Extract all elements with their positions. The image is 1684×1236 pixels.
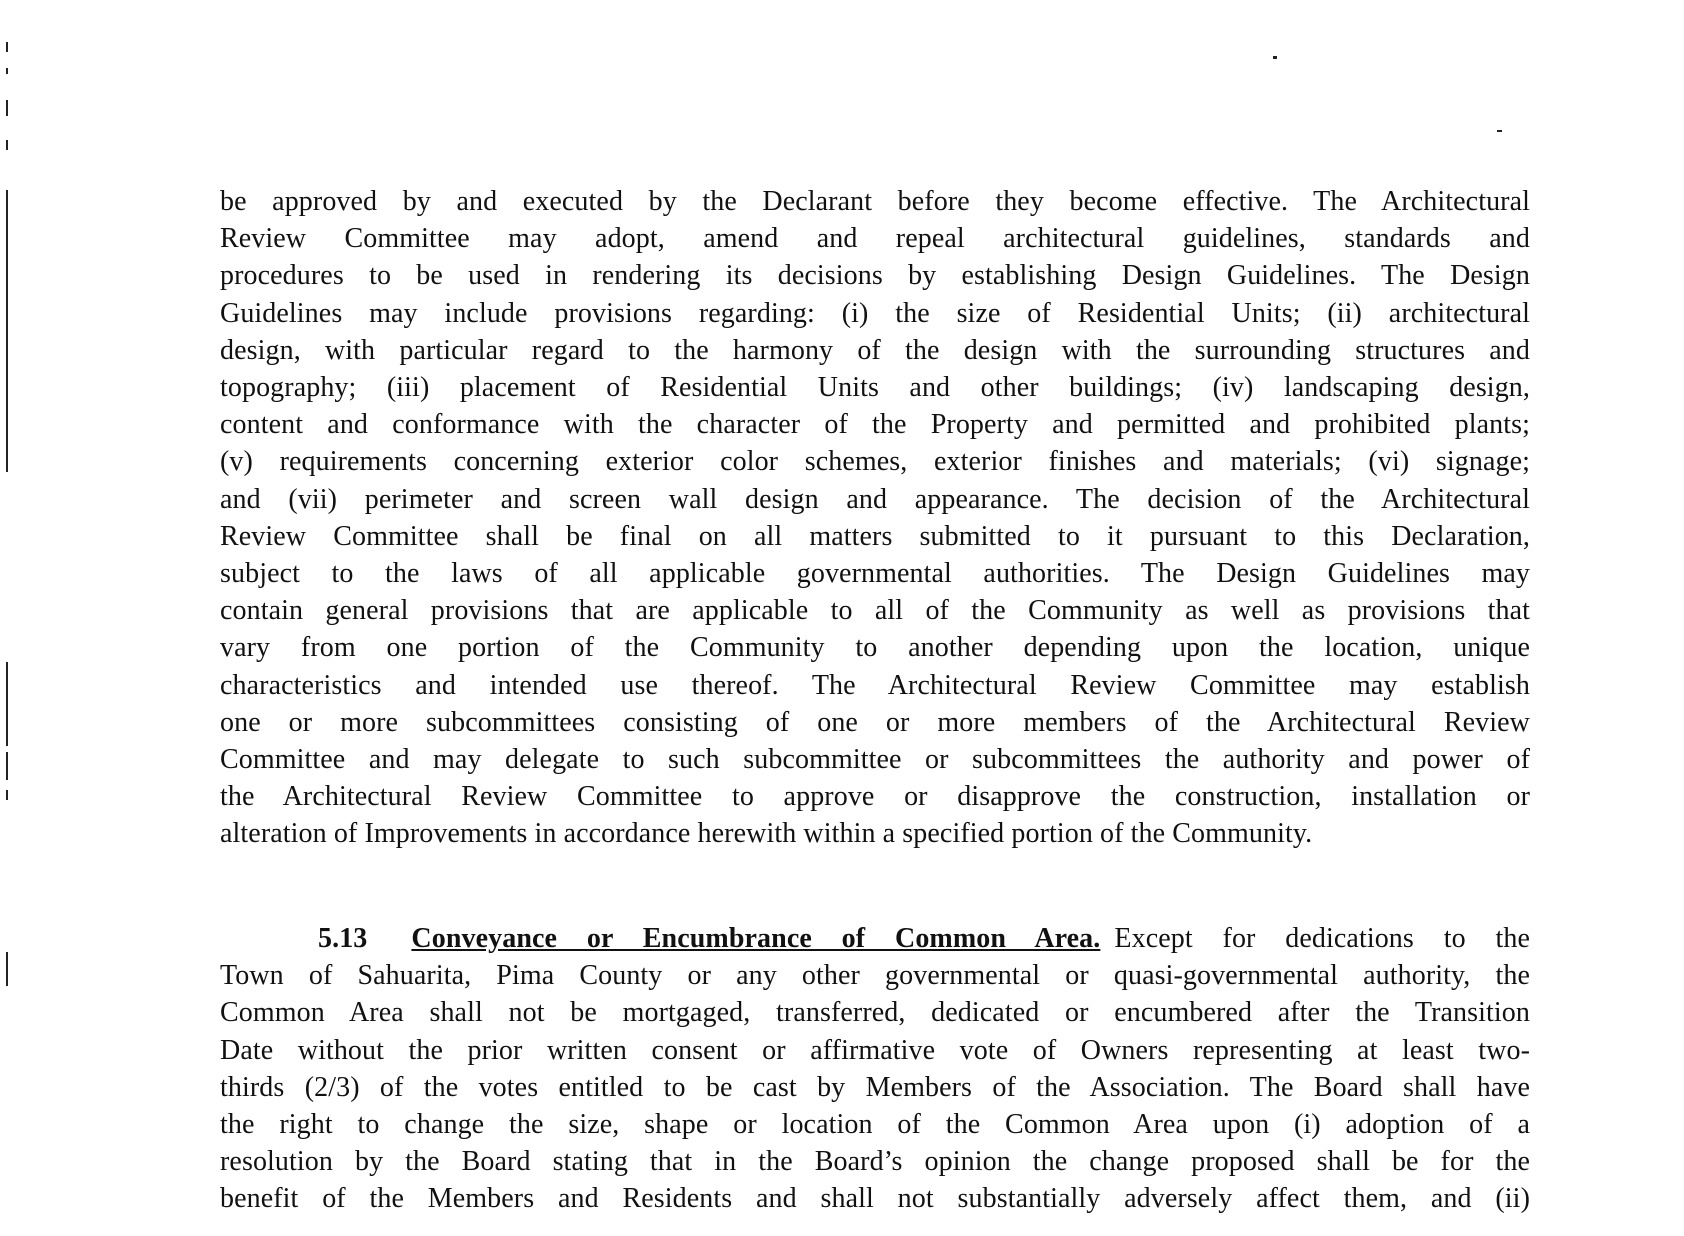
text-line: (v) requirements concerning exterior color schemes, exterior finishes and materials; (vi) signage; xyxy=(220,446,1530,478)
section-5-13 xyxy=(220,920,1530,1218)
scan-binder-mark xyxy=(6,68,8,74)
scan-binder-mark xyxy=(6,662,8,746)
scan-speck xyxy=(1497,130,1502,132)
section-number: 5.13 xyxy=(318,923,368,954)
text-line: Review Committee shall be final on all matters submitted to it pursuant to this Declaration, xyxy=(220,520,1530,552)
scan-binder-mark xyxy=(6,100,8,116)
scan-binder-mark xyxy=(6,790,8,800)
scan-binder-mark xyxy=(6,190,8,472)
scan-speck xyxy=(1273,56,1277,59)
text-line: Date without the prior written consent or affirmative vote of Owners representing at least two- xyxy=(220,1034,1530,1066)
scan-binder-mark xyxy=(6,42,8,52)
text-line: alteration of Improvements in accordance herewith within a specified portion of the Community. xyxy=(220,818,1313,850)
text-line: Committee and may delegate to such subcommittee or subcommittees the authority and power of xyxy=(220,744,1530,776)
text-line: Town of Sahuarita, Pima County or any other governmental or quasi-governmental authority, the xyxy=(220,960,1530,992)
section-first-line-text: Except for dedications to the xyxy=(1114,923,1530,954)
text-line: procedures to be used in rendering its decisions by establishing Design Guidelines. The Design xyxy=(220,260,1530,292)
text-line: subject to the laws of all applicable governmental authorities. The Design Guidelines may xyxy=(220,558,1530,590)
text-line: resolution by the Board stating that in the Board’s opinion the change proposed shall be for the xyxy=(220,1146,1530,1178)
scan-binder-mark xyxy=(6,752,8,780)
text-line: topography; (iii) placement of Residential Units and other buildings; (iv) landscaping design, xyxy=(220,372,1530,404)
text-line: and (vii) perimeter and screen wall design and appearance. The decision of the Architectural xyxy=(220,483,1530,515)
text-line: design, with particular regard to the harmony of the design with the surrounding structures and xyxy=(220,334,1530,366)
text-line: the Architectural Review Committee to approve or disapprove the construction, installation or xyxy=(220,781,1530,813)
text-line: the right to change the size, shape or location of the Common Area upon (i) adoption of a xyxy=(220,1109,1530,1141)
scan-binder-mark xyxy=(6,952,8,986)
text-line: Guidelines may include provisions regarding: (i) the size of Residential Units; (ii) architectural xyxy=(220,297,1530,329)
text-line: be approved by and executed by the Declarant before they become effective. The Architectural xyxy=(220,186,1530,217)
paragraph-architectural-guidelines xyxy=(220,183,1530,853)
text-line: vary from one portion of the Community to another depending upon the location, unique xyxy=(220,632,1530,664)
text-line: Review Committee may adopt, amend and repeal architectural guidelines, standards and xyxy=(220,223,1530,255)
text-line: benefit of the Members and Residents and shall not substantially adversely affect them, and (ii) xyxy=(220,1183,1530,1215)
text-line: one or more subcommittees consisting of one or more members of the Architectural Review xyxy=(220,706,1530,738)
text-line: characteristics and intended use thereof. The Architectural Review Committee may establish xyxy=(220,669,1530,701)
section-title: Conveyance or Encumbrance of Common Area. xyxy=(411,923,1101,954)
section-heading-line xyxy=(220,920,1530,957)
text-line: contain general provisions that are applicable to all of the Community as well as provisions that xyxy=(220,595,1530,627)
scan-binder-mark xyxy=(6,140,8,150)
text-line: Common Area shall not be mortgaged, transferred, dedicated or encumbered after the Transition xyxy=(220,997,1530,1029)
text-line: content and conformance with the character of the Property and permitted and prohibited plants; xyxy=(220,409,1530,441)
text-line: thirds (2/3) of the votes entitled to be cast by Members of the Association. The Board shall have xyxy=(220,1071,1530,1103)
